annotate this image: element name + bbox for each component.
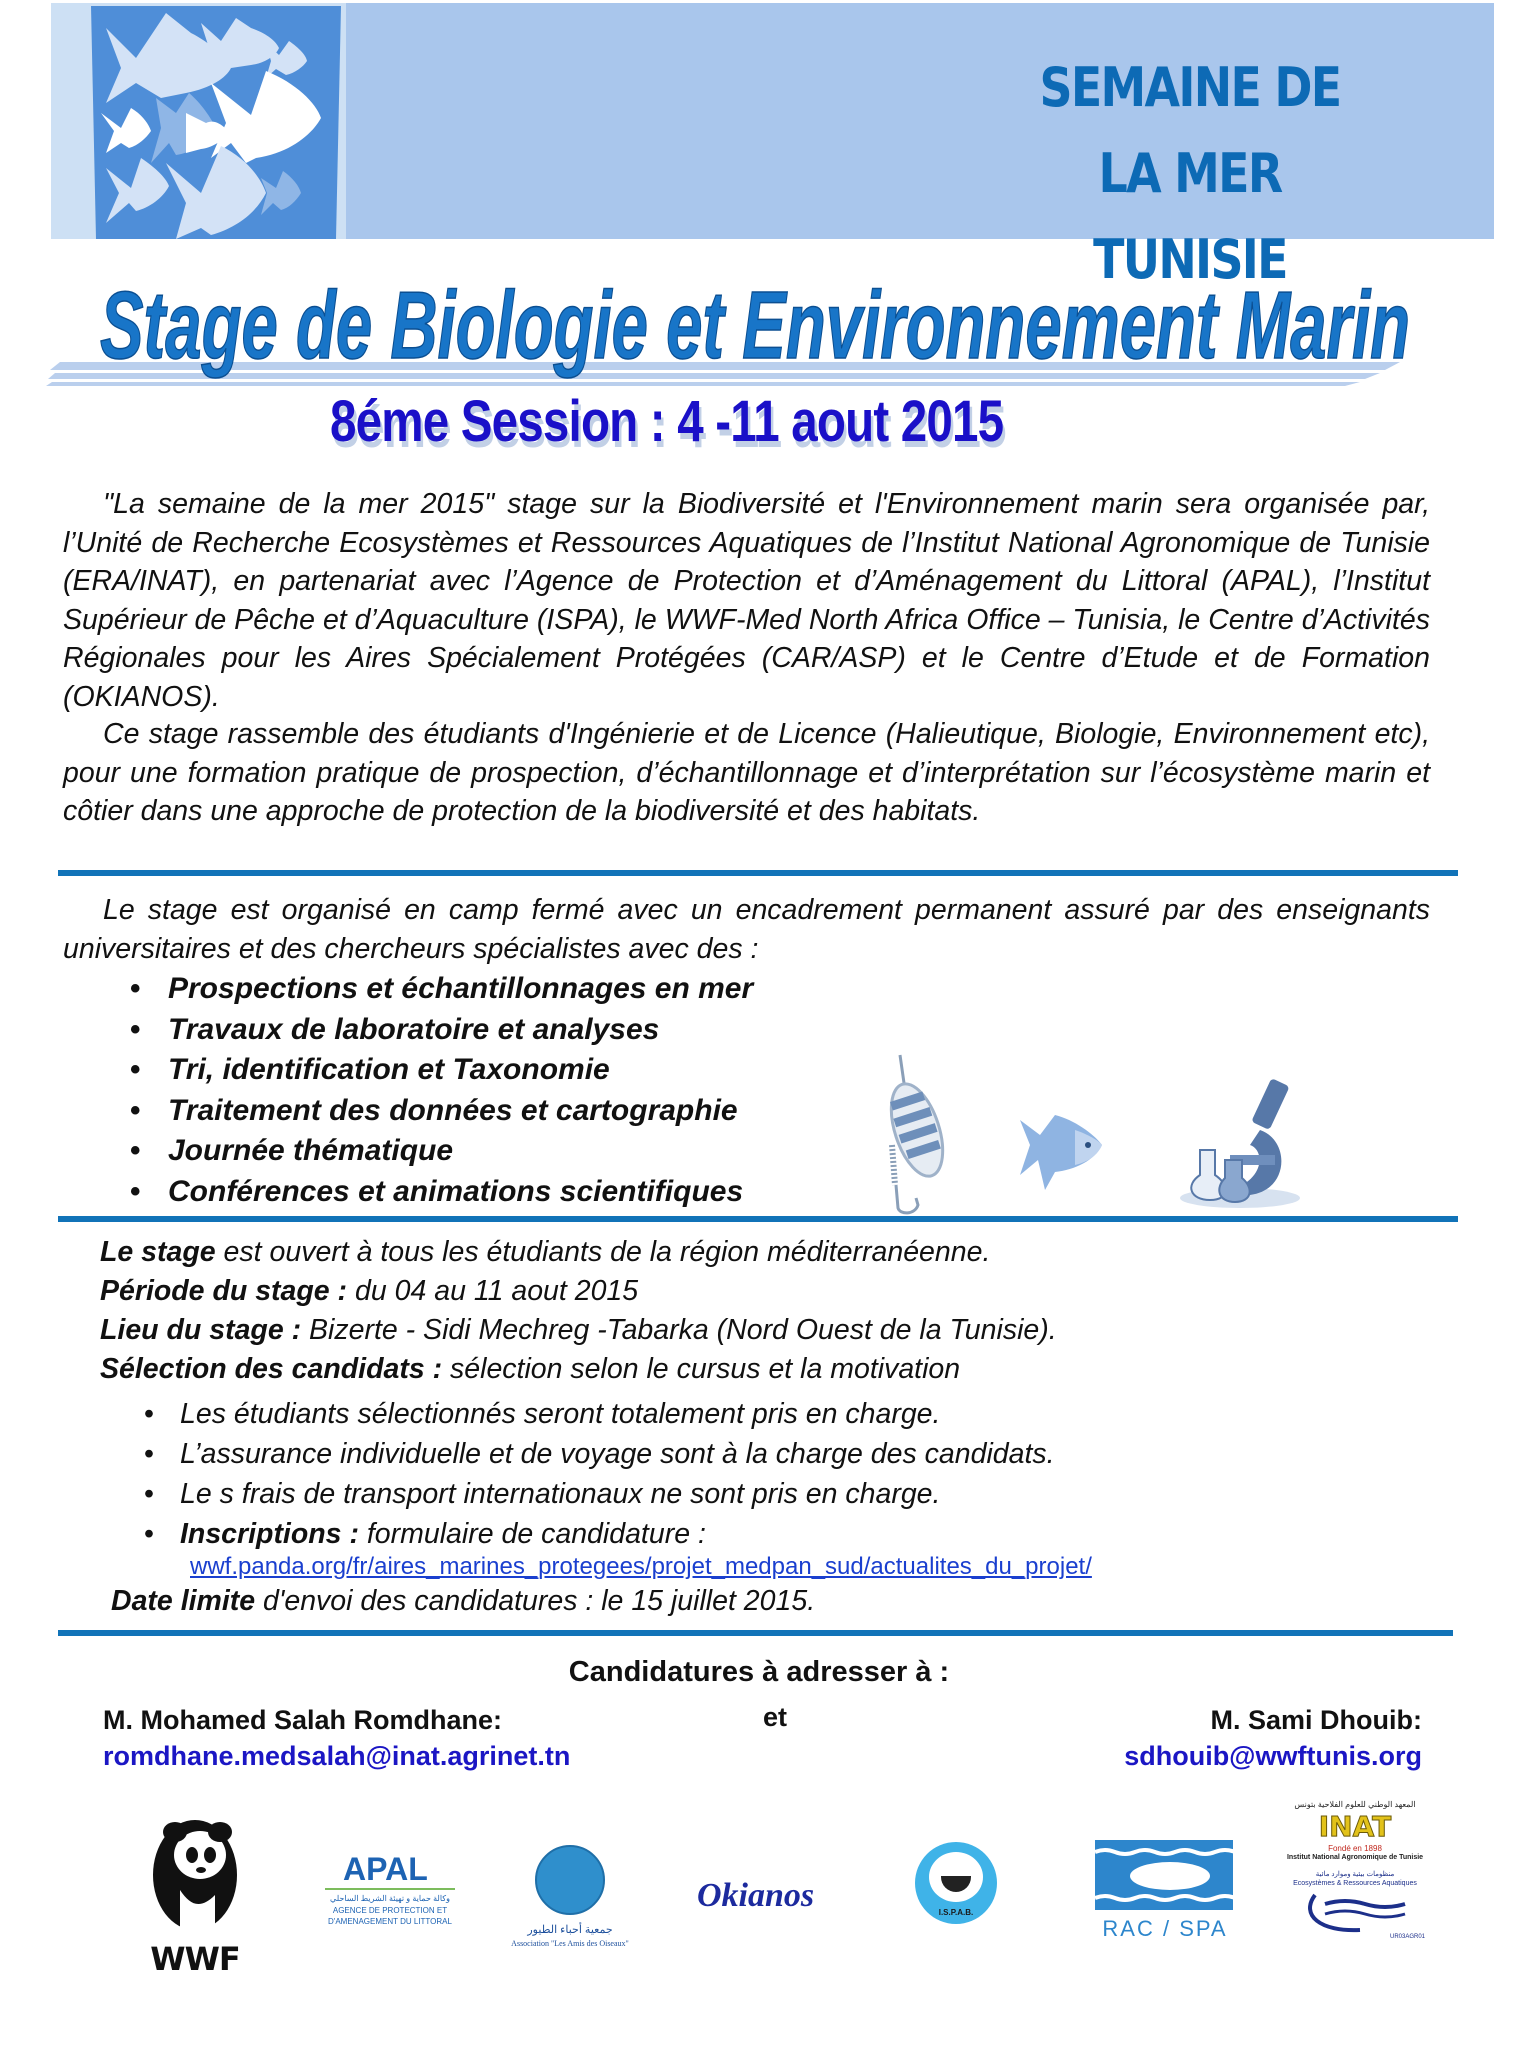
ispab-logo <box>915 1842 997 1924</box>
fishing-lure-icon <box>881 1055 953 1213</box>
banner-title <box>1020 45 1360 303</box>
activity-item: • Conférences et animations scientifiques <box>130 1172 753 1213</box>
details-period <box>100 1272 1057 1311</box>
stage-title: Stage de Biologie et Environnement Marin <box>100 272 1410 379</box>
seal-waves-icon <box>1095 1840 1233 1910</box>
okianos-logo <box>697 1876 814 1916</box>
section-divider <box>58 1630 1453 1636</box>
details-open-label: Le stage <box>100 1236 216 1268</box>
racspa-text: RAC / SPA <box>1102 1916 1228 1941</box>
stage-details <box>100 1233 1057 1389</box>
details-place-label: Lieu du stage : <box>100 1314 302 1346</box>
inat-arabic-text: المعهد الوطني للعلوم الفلاحية بتونس <box>1294 1800 1416 1809</box>
activity-item: • Traitement des données et cartographie <box>130 1091 753 1132</box>
details-place-text: Bizerte - Sidi Mechreg -Tabarka (Nord Ouest de la Tunisie). <box>301 1314 1057 1346</box>
contact-right-name: M. Sami Dhouib: <box>1210 1705 1422 1735</box>
contact-right <box>1124 1702 1422 1774</box>
era-waves-icon <box>1300 1890 1410 1934</box>
details-open-text: est ouvert à tous les étudiants de la région méditerranéenne. <box>215 1236 991 1268</box>
apal-text: APAL <box>325 1850 455 1890</box>
era-arabic-text: منظومات بيئية وموارد مائية <box>1315 1870 1395 1878</box>
details-place <box>100 1311 1057 1350</box>
microscope-icon <box>1180 1078 1300 1208</box>
details-period-label: Période du stage : <box>100 1275 348 1307</box>
activity-item: • Travaux de laboratoire et analyses <box>130 1010 753 1051</box>
inat-ring-text: Institut National Agronomique de Tunisie <box>1286 1854 1424 1861</box>
ispab-text: I.S.P.A.B. <box>938 1908 974 1917</box>
contacts-heading: Candidatures à adresser à : <box>568 1656 950 1688</box>
session-dates: 8éme Session : 4 -11 aout 2015 <box>330 389 1004 454</box>
deadline-text: d'envoi des candidatures : le 15 juillet 2015. <box>255 1585 816 1617</box>
conditions-list <box>140 1394 1055 1554</box>
banner-title-line1: SEMAINE DE LA MER <box>1039 56 1341 205</box>
wwf-text: WWF <box>150 1940 240 1978</box>
apal-logo <box>325 1850 455 1927</box>
amis-oiseaux-logo <box>495 1845 645 1950</box>
era-unit: UR03AGR01 <box>1389 1934 1425 1941</box>
inscriptions-text: formulaire de candidature : <box>358 1518 706 1550</box>
program-intro: Le stage est organisé en camp fermé avec un encadrement permanent assuré par des enseignants universitaires et des chercheurs spécialistes avec des : <box>63 894 1430 965</box>
activity-item: • Journée thématique <box>130 1131 753 1172</box>
contact-left-email[interactable]: romdhane.medsalah@inat.agrinet.tn <box>103 1741 571 1771</box>
condition-item-inscriptions <box>140 1514 1055 1554</box>
contact-right-email[interactable]: sdhouib@wwftunis.org <box>1124 1741 1422 1771</box>
details-selection-text: sélection selon le cursus et la motivation <box>442 1353 961 1385</box>
racspa-logo <box>1095 1840 1235 1943</box>
deadline <box>111 1584 815 1618</box>
details-selection <box>100 1350 1057 1389</box>
details-selection-label: Sélection des candidats : <box>100 1353 443 1385</box>
banner-title-line2: TUNISIE <box>1093 228 1287 291</box>
contact-left <box>103 1702 570 1774</box>
panda-icon <box>140 1810 250 1935</box>
intro-paragraph-1: "La semaine de la mer 2015" stage sur la Biodiversité et l'Environnement marin sera organisée par, l’Unité de Recherche Ecosystèmes et Ressources Aquatiques de l’Institut National Agronomique de Tunisie (ERA/INAT), en partenariat avec l’Agence de Protection et d’Aménagement du Littoral (APAL), l’Institut Supérieur de Pêche et d’Aquaculture (ISPA), le WWF-Med North Africa Office – Tunisia, le Centre d’Activités Régionales pour les Aires Spécialement Protégées (CAR/ASP) et le Centre d’Etude et de Formation (OKIANOS). <box>63 488 1430 713</box>
amis-text: Association "Les Amis des Oiseaux" <box>511 1939 629 1948</box>
apal-sub2: D'AMENAGEMENT DU LITTORAL <box>328 1917 452 1926</box>
contacts-conjunction: et <box>763 1702 788 1732</box>
inat-founded: Fondé en 1898 <box>1328 1844 1382 1853</box>
inscriptions-link[interactable]: wwf.panda.org/fr/aires_marines_protegees/projet_medpan_sud/actualites_du_projet/ <box>190 1553 1092 1580</box>
inat-text: INAT <box>1318 1810 1392 1843</box>
program-illustrations <box>870 1050 1310 1215</box>
details-period-text: du 04 au 11 aout 2015 <box>347 1275 639 1307</box>
details-open <box>100 1233 1057 1272</box>
inat-logo <box>1285 1800 1425 1942</box>
intro-paragraph-2: Ce stage rassemble des étudiants d'Ingénierie et de Licence (Halieutique, Biologie, Environnement etc), pour une formation pratique de prospection, d’échantillonnage et d’interprétation sur l’écosystème marin et côtier dans une approche de protection de la biodiversité et des habitats. <box>63 718 1430 827</box>
stage-title-graphic <box>40 270 1460 390</box>
apal-arabic-text: وكالة حماية و تهيئة الشريط الساحلي <box>330 1894 450 1903</box>
fish-icon <box>1020 1115 1102 1190</box>
apal-sub1: AGENCE DE PROTECTION ET <box>332 1906 448 1915</box>
activity-item: • Prospections et échantillonnages en mer <box>130 969 753 1010</box>
amis-arabic-text: جمعية أحباء الطيور <box>527 1924 613 1936</box>
bird-hands-icon <box>535 1845 605 1915</box>
contact-left-name: M. Mohamed Salah Romdhane: <box>103 1705 503 1735</box>
fish-school-illustration <box>51 3 346 239</box>
ispab-anchor-icon <box>929 1852 983 1902</box>
section-divider <box>58 1216 1458 1222</box>
deadline-label: Date limite <box>111 1585 256 1617</box>
era-text: Ecosystèmes & Ressources Aquatiques <box>1293 1879 1417 1887</box>
inscriptions-label: Inscriptions : <box>180 1518 359 1550</box>
activity-item: • Tri, identification et Taxonomie <box>130 1050 753 1091</box>
condition-item: • L’assurance individuelle et de voyage sont à la charge des candidats. <box>140 1434 1055 1474</box>
okianos-text: Okianos <box>697 1877 815 1914</box>
activities-list <box>130 969 753 1212</box>
condition-item: • Le s frais de transport internationaux ne sont pris en charge. <box>140 1474 1055 1514</box>
section-divider <box>58 870 1458 876</box>
wwf-logo <box>140 1810 250 1980</box>
condition-item: • Les étudiants sélectionnés seront totalement pris en charge. <box>140 1394 1055 1434</box>
